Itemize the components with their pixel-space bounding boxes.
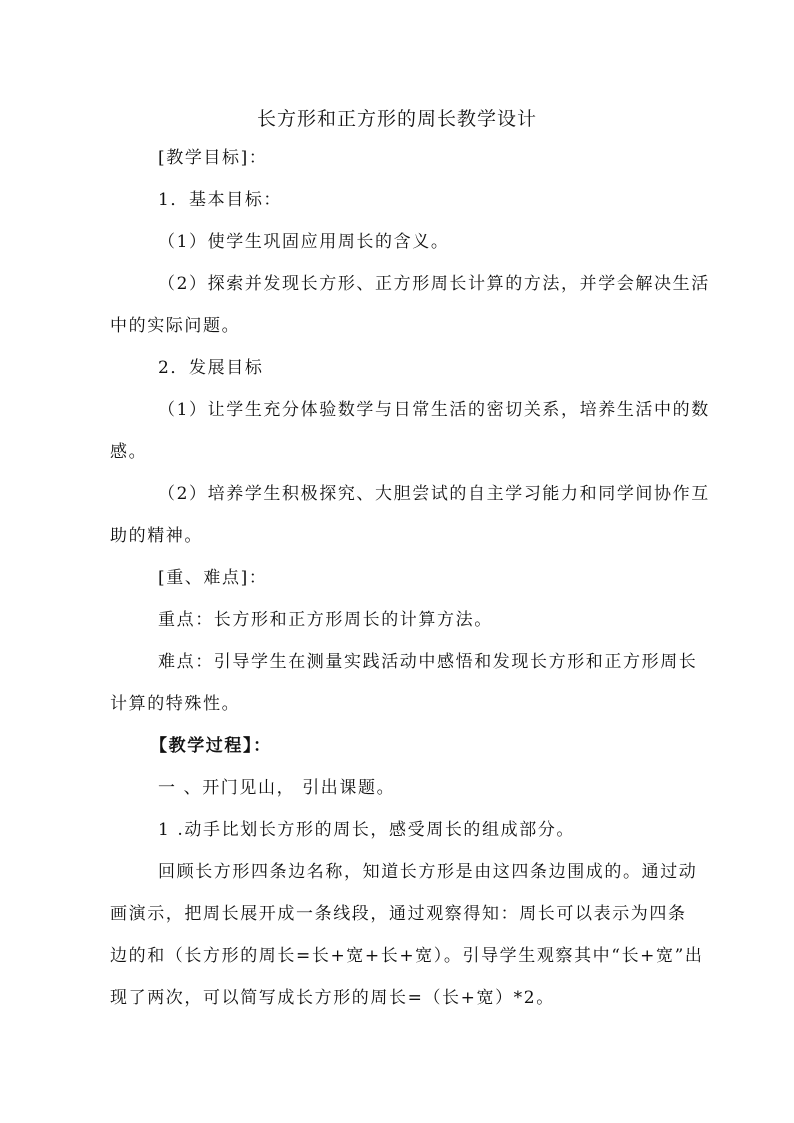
paragraph-line: 中的实际问题。 xyxy=(110,316,241,336)
paragraph-line: 重点：长方形和正方形周长的计算方法。 xyxy=(158,610,493,630)
paragraph-line: （1）让学生充分体验数学与日常生活的密切关系，培养生活中的数 xyxy=(158,400,710,420)
paragraph-line: 计算的特殊性。 xyxy=(110,694,241,714)
paragraph-line: 现了两次，可以简写成长方形的周长=（长+宽）*2。 xyxy=(110,988,555,1008)
paragraph-line: 回顾长方形四条边名称，知道长方形是由这四条边围成的。通过动 xyxy=(158,862,698,882)
paragraph-line: 边的和（长方形的周长=长+宽+长+宽）。引导学生观察其中“长+宽”出 xyxy=(110,946,704,966)
subheading-development-goals: 2．发展目标 xyxy=(158,358,264,378)
paragraph-line: （2）培养学生积极探究、大胆尝试的自主学习能力和同学间协作互 xyxy=(158,484,710,504)
section-heading-key-points: [重、难点]： xyxy=(158,568,268,588)
paragraph-line: 感。 xyxy=(110,442,148,462)
section-heading-process: 【教学过程】： xyxy=(150,736,272,756)
paragraph-line: 难点：引导学生在测量实践活动中感悟和发现长方形和正方形周长 xyxy=(158,652,698,672)
paragraph-line: 画演示，把周长展开成一条线段，通过观察得知：周长可以表示为四条 xyxy=(110,904,687,924)
paragraph-line: 1 .动手比划长方形的周长，感受周长的组成部分。 xyxy=(158,820,576,840)
paragraph-line: （2）探索并发现长方形、正方形周长计算的方法，并学会解决生活 xyxy=(158,274,710,294)
paragraph-line: （1）使学生巩固应用周长的含义。 xyxy=(158,232,450,252)
paragraph-line: 助的精神。 xyxy=(110,526,203,546)
subheading-basic-goals: 1．基本目标： xyxy=(158,190,283,210)
paragraph-line: 一 、开门见山， 引出课题。 xyxy=(158,778,396,798)
document-title: 长方形和正方形的周长教学设计 xyxy=(256,108,537,130)
section-heading-objectives: [教学目标]： xyxy=(158,148,268,168)
